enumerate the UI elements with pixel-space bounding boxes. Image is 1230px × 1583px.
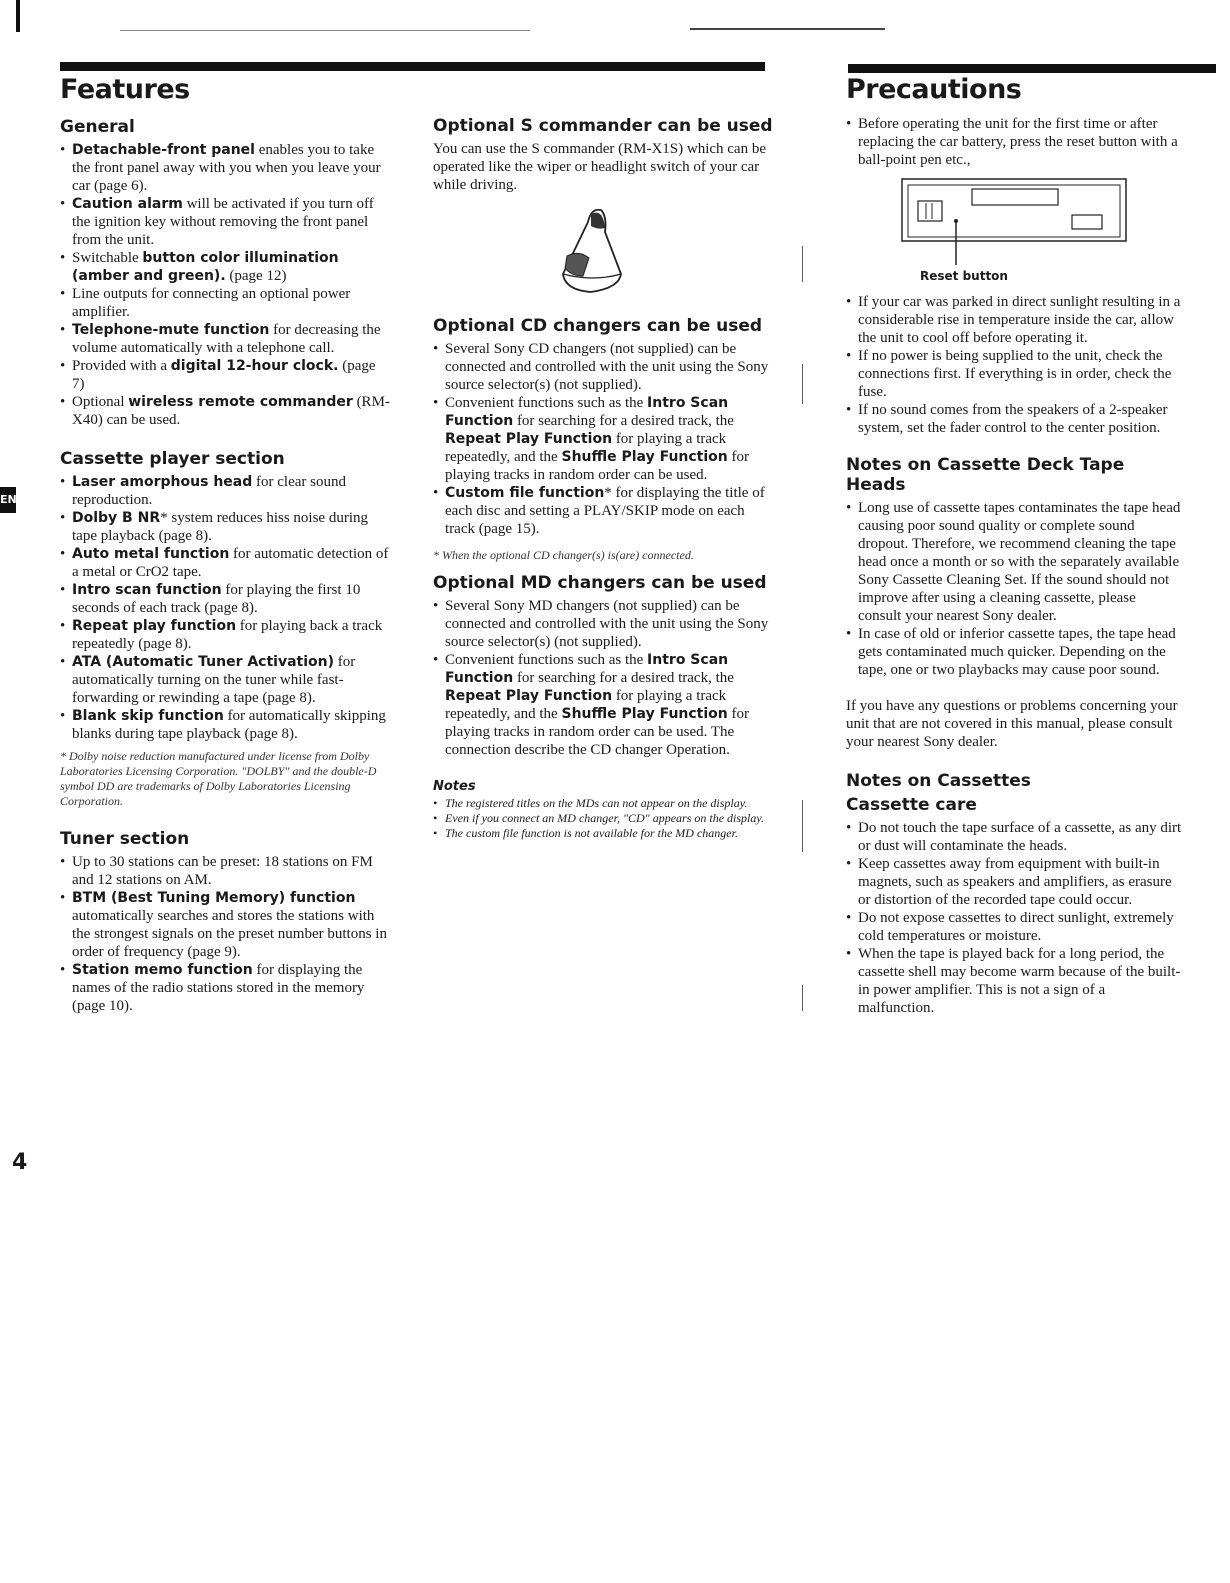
tuner-section xyxy=(60,829,390,1015)
features-title: Features xyxy=(60,74,190,105)
language-tab: EN xyxy=(0,487,16,513)
s-commander-text: You can use the S commander (RM-X1S) which can be operated like the wiper or headlight switch of your car while driving. xyxy=(433,141,766,193)
margin-mark xyxy=(802,985,803,1011)
list-item: • The registered titles on the MDs can not appear on the display. xyxy=(433,796,773,811)
list-item: • Keep cassettes away from equipment with built-in magnets, such as speakers and amplifiers, as erasure or distortion of the recorded tape could occur. xyxy=(846,855,1182,909)
general-section xyxy=(60,117,390,429)
list-item: • Provided with a digital 12-hour clock. (page 7) xyxy=(60,357,390,393)
list-item: • Station memo function for displaying the names of the radio stations stored in the memory (page 10). xyxy=(60,961,390,1015)
list-item: • Caution alarm will be activated if you turn off the ignition key without removing the front panel from the unit. xyxy=(60,195,390,249)
optional-column xyxy=(433,116,773,841)
list-item: • Repeat play function for playing back a track repeatedly (page 8). xyxy=(60,617,390,653)
list-item: • Even if you connect an MD changer, "CD" appears on the display. xyxy=(433,811,773,826)
unit-front-panel-icon xyxy=(846,175,1182,267)
precautions-title: Precautions xyxy=(846,74,1022,105)
list-item: • Long use of cassette tapes contaminates the tape head causing poor sound quality or complete sound dropout. Therefore, we recommend cleaning the tape head once a month or so with the separately available Sony Cassette Cleaning Set. If the sound should not improve after using a cleaning cassette, please consult your nearest Sony dealer. xyxy=(846,499,1182,625)
list-item: • Convenient functions such as the Intro Scan Function for searching for a desired track, the Repeat Play Function for playing a track repeatedly, and the Shuffle Play Function for playing tracks in random order can be used. xyxy=(433,394,773,484)
s-commander-section xyxy=(433,116,773,194)
tuner-heading: Tuner section xyxy=(60,829,190,849)
list-item: • Custom file function* for displaying the title of each disc and setting a PLAY/SKIP mode on each track (page 15). xyxy=(433,484,773,538)
cassette-care-list xyxy=(846,819,1182,1017)
tape-heads-list xyxy=(846,499,1182,679)
md-notes xyxy=(433,779,773,841)
s-commander-illustration xyxy=(433,202,773,302)
list-item: • Line outputs for connecting an optional power amplifier. xyxy=(60,285,390,321)
list-item: • If no power is being supplied to the unit, check the connections first. If everything is in order, check the fuse. xyxy=(846,347,1182,401)
md-section xyxy=(433,573,773,759)
list-item: • Telephone-mute function for decreasing the volume automatically with a telephone call. xyxy=(60,321,390,357)
list-item: • Convenient functions such as the Intro Scan Function for searching for a desired track, the Repeat Play Function for playing a track repeatedly, and the Shuffle Play Function for playing tracks in random order can be used. The connection describe the CD changer Operation. xyxy=(433,651,773,759)
features-column xyxy=(60,60,390,1035)
list-item: • Dolby B NR* system reduces hiss noise during tape playback (page 8). xyxy=(60,509,390,545)
list-item: • Optional wireless remote commander (RM-X40) can be used. xyxy=(60,393,390,429)
list-item: • Do not touch the tape surface of a cassette, as any dirt or dust will contaminate the heads. xyxy=(846,819,1182,855)
list-item: • Do not expose cassettes to direct sunlight, extremely cold temperatures or moisture. xyxy=(846,909,1182,945)
dolby-footnote: * Dolby noise reduction manufactured under license from Dolby Laboratories Licensing Corporation. "DOLBY" and the double-D symbol DD are trademarks of Dolby Laboratories Licensing Corporation. xyxy=(60,749,377,808)
list-item: • BTM (Best Tuning Memory) function automatically searches and stores the stations with the strongest signals on the preset number buttons in order of frequency (page 9). xyxy=(60,889,390,961)
list-item: • ATA (Automatic Tuner Activation) for automatically turning on the tuner while fast-forwarding or rewinding a tape (page 8). xyxy=(60,653,390,707)
s-commander-heading: Optional S commander can be used xyxy=(433,116,773,136)
reset-illustration xyxy=(846,175,1182,287)
tape-heads-closing: If you have any questions or problems concerning your unit that are not covered in this manual, please consult your nearest Sony dealer. xyxy=(846,698,1178,750)
list-item: • If no sound comes from the speakers of a 2-speaker system, set the fader control to the center position. xyxy=(846,401,1182,437)
list-item: • Detachable-front panel enables you to take the front panel away with you when you leave your car (page 6). xyxy=(60,141,390,195)
tape-heads-heading: Notes on Cassette Deck Tape Heads xyxy=(846,455,1125,495)
cd-footnote: * When the optional CD changer(s) is(are) connected. xyxy=(433,548,694,562)
list-item: • Switchable button color illumination (amber and green). (page 12) xyxy=(60,249,390,285)
cassettes-section xyxy=(846,771,1182,1017)
list-item: • Blank skip function for automatically skipping blanks during tape playback (page 8). xyxy=(60,707,390,743)
list-item: • Up to 30 stations can be preset: 18 stations on FM and 12 stations on AM. xyxy=(60,853,390,889)
margin-mark xyxy=(802,800,803,852)
cassette-heading: Cassette player section xyxy=(60,449,285,469)
cd-heading: Optional CD changers can be used xyxy=(433,316,763,336)
cassette-section xyxy=(60,449,390,809)
precautions-column xyxy=(846,60,1182,1037)
list-item: • The custom file function is not available for the MD changer. xyxy=(433,826,773,841)
precautions-first-list xyxy=(846,115,1182,169)
cassette-care-heading: Cassette care xyxy=(846,795,977,815)
top-thin-rule-right xyxy=(690,28,885,30)
tape-heads-section xyxy=(846,455,1182,751)
list-item: • If your car was parked in direct sunlight resulting in a considerable rise in temperature inside the car, allow the unit to cool off before operating it. xyxy=(846,293,1182,347)
cassettes-heading: Notes on Cassettes xyxy=(846,771,1031,791)
list-item: • Auto metal function for automatic detection of a metal or CrO2 tape. xyxy=(60,545,390,581)
general-heading: General xyxy=(60,117,135,137)
md-list xyxy=(433,597,773,759)
margin-mark xyxy=(802,246,803,282)
reset-button-label: Reset button xyxy=(920,269,1008,283)
cassette-list xyxy=(60,473,390,743)
list-item: • In case of old or inferior cassette tapes, the tape head gets contaminated much quicker. Depending on the tape, one or two playbacks may cause poor sound. xyxy=(846,625,1182,679)
list-item: • Laser amorphous head for clear sound reproduction. xyxy=(60,473,390,509)
list-item: • Intro scan function for playing the first 10 seconds of each track (page 8). xyxy=(60,581,390,617)
list-item: • When the tape is played back for a long period, the cassette shell may become warm because of the built-in power amplifier. This is not a sign of a malfunction. xyxy=(846,945,1182,1017)
list-item: • Several Sony CD changers (not supplied) can be connected and controlled with the unit using the Sony source selector(s) (not supplied). xyxy=(433,340,773,394)
cd-section xyxy=(433,316,773,563)
notes-title: Notes xyxy=(433,779,476,794)
cd-list xyxy=(433,340,773,538)
list-item: • Before operating the unit for the first time or after replacing the car battery, press the reset button with a ball-point pen etc., xyxy=(846,115,1182,169)
tuner-list xyxy=(60,853,390,1015)
crop-mark xyxy=(16,0,20,32)
general-list xyxy=(60,141,390,429)
list-item: • Several Sony MD changers (not supplied) can be connected and controlled with the unit using the Sony source selector(s) (not supplied). xyxy=(433,597,773,651)
precautions-list xyxy=(846,293,1182,437)
remote-commander-icon xyxy=(433,202,773,302)
top-thin-rule-left xyxy=(120,30,530,31)
page-number: 4 xyxy=(12,1150,28,1175)
margin-mark xyxy=(802,364,803,404)
notes-list xyxy=(433,796,773,841)
md-heading: Optional MD changers can be used xyxy=(433,573,767,593)
